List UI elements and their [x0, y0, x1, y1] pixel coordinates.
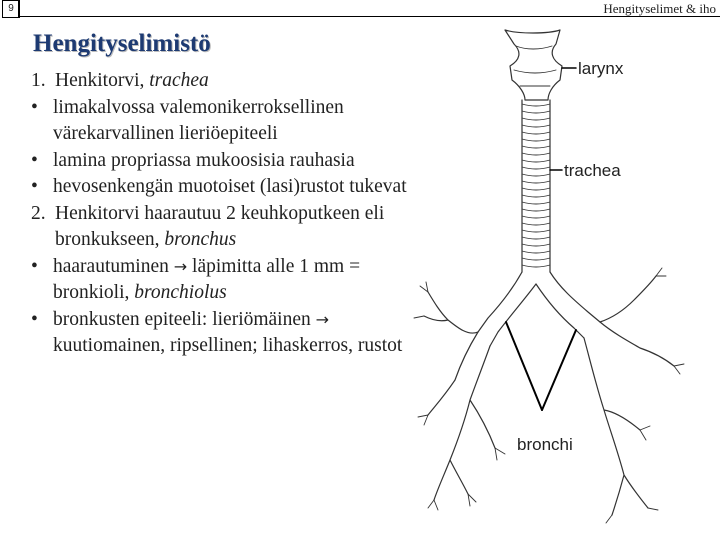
trachea-ring: [522, 167, 550, 169]
right-bronchus: [536, 272, 600, 338]
trachea-ring: [522, 209, 550, 211]
trachea-ring: [522, 216, 550, 218]
trachea-ring: [522, 160, 550, 162]
trachea-ring: [522, 118, 550, 120]
bullet-marker: •: [31, 149, 38, 171]
text-run: läpimitta alle 1 mm = bronkioli,: [53, 255, 361, 303]
trachea-ring: [522, 223, 550, 225]
trachea-ring: [522, 237, 550, 239]
item-number: 1.: [31, 70, 46, 91]
latin-term: bronchiolus: [134, 282, 227, 303]
text-run: Henkitorvi haarautuu 2 keuhkoputkeen eli bronkukseen,: [55, 202, 385, 250]
arrow-right-icon: →: [315, 309, 330, 329]
latin-term: bronchus: [164, 229, 237, 250]
label-bronchi: bronchi: [517, 435, 573, 454]
trachea-ring: [522, 104, 550, 106]
trachea-ring: [522, 251, 550, 253]
trachea-ring: [522, 188, 550, 190]
text-run: hevosenkengän muotoiset (lasi)rustot tukevat: [53, 176, 407, 197]
bullet-marker: •: [31, 96, 38, 118]
trachea-ring: [522, 202, 550, 204]
trachea-ring: [522, 195, 550, 197]
text-run: limakalvossa valemonikerroksellinen värekarvallinen lieriöepiteeli: [53, 96, 344, 144]
text-run: Henkitorvi,: [55, 70, 150, 91]
trachea-ring: [522, 265, 550, 267]
trachea-ring: [522, 111, 550, 113]
bullet-marker: •: [31, 308, 38, 330]
bronchi-pointer-right: [542, 330, 576, 410]
bullet-marker: •: [31, 255, 38, 277]
trachea-ring: [522, 132, 550, 134]
bullet-marker: •: [31, 176, 38, 197]
trachea-ring: [522, 174, 550, 176]
text-run: lamina propriassa mukoosisia rauhasia: [53, 149, 355, 171]
trachea-ring: [522, 181, 550, 183]
text-run: haarautuminen: [53, 255, 174, 277]
running-title: Hengityselimet & iho: [603, 1, 716, 16]
trachea-ring: [522, 146, 550, 148]
trachea-ring: [522, 244, 550, 246]
larynx-shape: [505, 30, 562, 100]
trachea-ring: [522, 153, 550, 155]
trachea-ring: [522, 230, 550, 232]
item-number: 2.: [31, 202, 46, 224]
label-larynx: larynx: [578, 59, 624, 78]
page-number: 9: [2, 0, 20, 18]
page-title: Hengityselimistö: [33, 30, 211, 57]
left-bronchus: [478, 272, 536, 346]
label-trachea: trachea: [564, 161, 621, 180]
latin-term: trachea: [149, 70, 209, 91]
text-run: kuutiomainen, ripsellinen; lihaskerros, rustot: [53, 335, 403, 356]
bronchi-pointer-left: [506, 322, 542, 410]
trachea-ring: [522, 139, 550, 141]
arrow-right-icon: →: [173, 256, 188, 276]
trachea-ring: [522, 125, 550, 127]
trachea-ring: [522, 258, 550, 260]
text-run: bronkusten epiteeli: lieriömäinen: [53, 308, 316, 330]
